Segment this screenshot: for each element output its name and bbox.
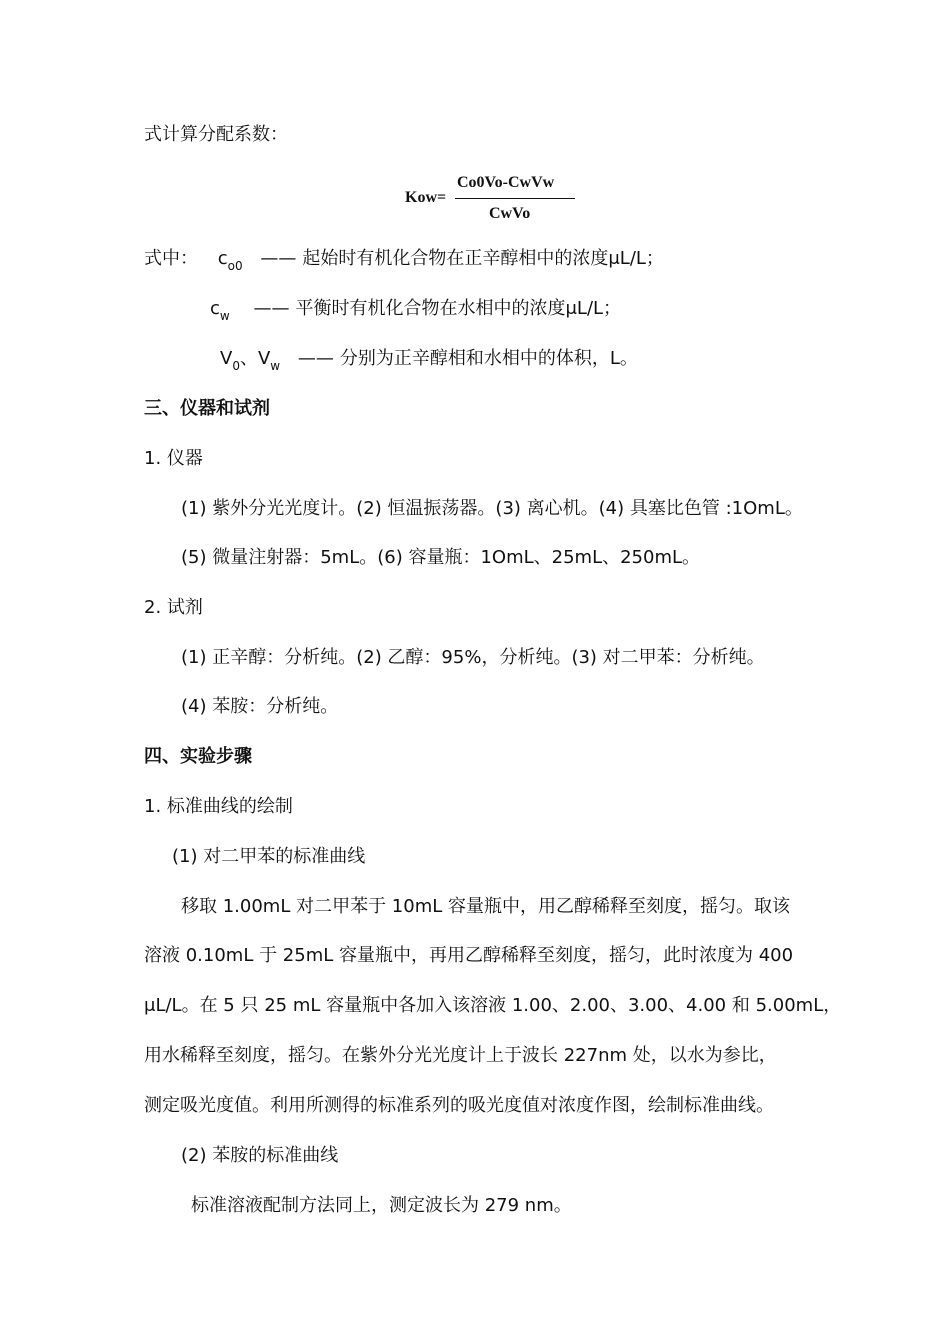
paragraph-aniline: 标准溶液配制方法同上，测定波长为 279 nm。	[191, 1195, 572, 1216]
reagents-line-2: (4) 苯胺：分析纯。	[181, 696, 339, 717]
symbol-vw: V	[257, 348, 271, 369]
formula-numerator: Co0Vo-CwVw	[457, 174, 555, 191]
em-dash: ——	[297, 348, 334, 369]
paragraph-line: μL/L。在 5 只 25 mL 容量瓶中各加入该溶液 1.00、2.00、3.00、4.00 和 5.00mL，	[144, 995, 842, 1016]
definition-co0	[144, 247, 664, 272]
reagents-line-1: (1) 正辛醇：分析纯。(2) 乙醇：95%，分析纯。(3) 对二甲苯：分析纯。	[181, 647, 765, 668]
section-heading-4: 四、实验步骤	[144, 746, 252, 767]
symbol-v0: V	[220, 348, 233, 369]
subheading-reagents: 2. 试剂	[144, 597, 203, 618]
symbol-c: c	[217, 248, 228, 269]
formula-denominator: CwVo	[489, 205, 531, 222]
section-heading-3: 三、仪器和试剂	[144, 398, 270, 419]
subheading-instruments: 1. 仪器	[144, 448, 203, 469]
subscript-o0: o0	[227, 259, 243, 273]
item-aniline-curve: (2) 苯胺的标准曲线	[181, 1145, 339, 1166]
separator: 、	[239, 348, 258, 369]
definition-volumes	[220, 347, 638, 372]
formula-lhs: Kow=	[405, 189, 447, 206]
subscript-w: w	[270, 359, 281, 373]
definition-cw	[210, 297, 621, 322]
instruments-line-2: (5) 微量注射器：5mL。(6) 容量瓶：1OmL、25mL、250mL。	[181, 547, 701, 568]
definition-text: 平衡时有机化合物在水相中的浓度μL/L；	[295, 298, 622, 319]
subscript-w: w	[219, 309, 230, 323]
kow-formula	[405, 172, 580, 228]
subscript-0: 0	[232, 359, 240, 373]
definition-text: 起始时有机化合物在正辛醇相中的浓度μL/L；	[302, 248, 664, 269]
instruments-line-1: (1) 紫外分光光度计。(2) 恒温振荡器。(3) 离心机。(4) 具塞比色管 :1OmL。	[181, 498, 803, 519]
item-xylene-curve: (1) 对二甲苯的标准曲线	[172, 846, 366, 867]
symbol-c: c	[210, 298, 220, 319]
em-dash: ——	[260, 248, 297, 269]
fraction-bar	[455, 198, 575, 199]
paragraph-line: 测定吸光度值。利用所测得的标准系列的吸光度值对浓度作图，绘制标准曲线。	[144, 1095, 774, 1116]
definitions-prefix: 式中：	[144, 248, 198, 269]
paragraph-line: 用水稀释至刻度，摇匀。在紫外分光光度计上于波长 227nm 处，以水为参比，	[144, 1045, 777, 1066]
paragraph-line: 溶液 0.10mL 于 25mL 容量瓶中，再用乙醇稀释至刻度，摇匀，此时浓度为 400	[144, 945, 794, 966]
paragraph-line: 移取 1.00mL 对二甲苯于 10mL 容量瓶中，用乙醇稀释至刻度，摇匀。取该	[181, 896, 790, 917]
subheading-standard-curve: 1. 标准曲线的绘制	[144, 796, 293, 817]
intro-text: 式计算分配系数：	[144, 124, 288, 145]
em-dash: ——	[253, 298, 290, 319]
definition-text: 分别为正辛醇相和水相中的体积，L。	[339, 348, 638, 369]
